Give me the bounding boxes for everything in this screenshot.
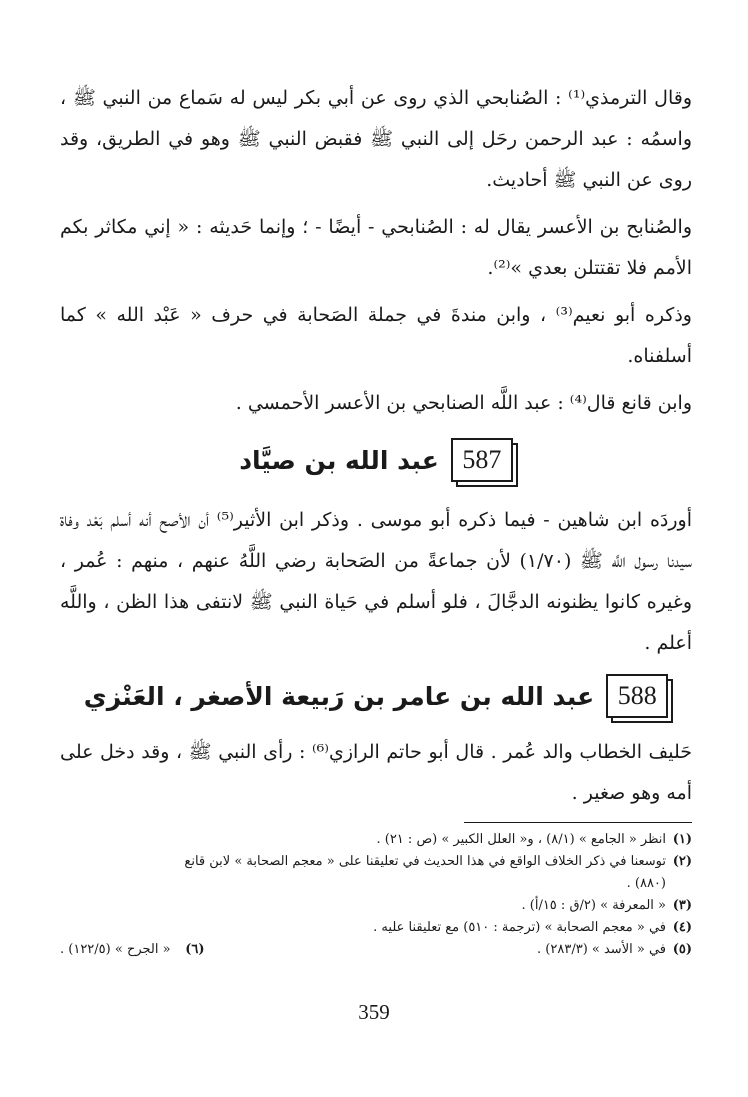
footnote-number: (٢) xyxy=(672,854,692,869)
footnote-2 xyxy=(60,851,692,873)
footnote-number: (٥) xyxy=(672,942,692,957)
footnote-number: (٦) xyxy=(185,942,205,957)
footnote-text: في « الأسد » (٢٨٣/٣) . xyxy=(537,942,666,957)
paragraph-tirmidhi: وقال الترمذي⁽¹⁾ : الصُنابحي الذي روى عن أبي بكر ليس له سَماع من النبي ﷺ ، واسمُه : عبد الرحمن رحَل إلى النبي ﷺ فقبض النبي ﷺ وهو في الطريق، وقد روى عن النبي ﷺ أحاديث. xyxy=(60,87,692,191)
entry-heading-587 xyxy=(60,438,692,482)
paragraph-ibn-qani: وابن قانع قال⁽⁴⁾ : عبد اللَّه الصنابحي بن الأعسر الأحمسي . xyxy=(235,392,692,414)
page-content xyxy=(60,78,692,961)
footnote-text: (٨٨٠) . xyxy=(626,876,666,891)
paragraph-halif: حَليف الخطاب والد عُمر . قال أبو حاتم الرازي⁽⁶⁾ : رأى النبي ﷺ ، وقد دخل على أمه وهو صغير . xyxy=(60,741,692,804)
footnote-text: « الجرح » (١٢٢/٥) . xyxy=(60,942,171,957)
entry-title: عبد الله بن عامر بن رَبيعة الأصغر ، العَنْزي xyxy=(83,681,595,711)
entry-title: عبد الله بن صيَّاد xyxy=(239,445,439,475)
entry-number: 588 xyxy=(606,674,668,718)
footnotes xyxy=(60,829,692,961)
entry-number: 587 xyxy=(451,438,513,482)
footnote-text: في « معجم الصحابة » (ترجمة : ٥١٠) مع تعليقنا عليه . xyxy=(373,920,666,935)
page-number: 359 xyxy=(358,1000,390,1024)
footnote-divider xyxy=(464,822,692,823)
footnote-text: توسعنا في ذكر الخلاف الواقع في هذا الحديث في تعليقنا على « معجم الصحابة » لابن قانع xyxy=(184,854,666,869)
footnote-text: انظر « الجامع » (٨/١) ، و« العلل الكبير » (ص : ٢١) . xyxy=(376,832,666,847)
footnote-5 xyxy=(537,939,692,961)
footnote-1 xyxy=(60,829,692,851)
footnote-number: (٤) xyxy=(672,920,692,935)
entry-number-box xyxy=(451,438,513,482)
footnote-6 xyxy=(60,939,205,961)
footnote-3 xyxy=(60,895,692,917)
entry-heading-588 xyxy=(60,674,692,718)
footnote-number: (٣) xyxy=(672,898,692,913)
footnote-number: (١) xyxy=(672,832,692,847)
footnote-4 xyxy=(60,917,692,939)
paragraph-abu-nuaym: وذكره أبو نعيم⁽³⁾ ، وابن مندةَ في جملة الصَحابة في حرف « عَبْد الله » كما أسلفناه. xyxy=(60,304,692,367)
paragraph-sunabih: والصُنابح بن الأعسر يقال له : الصُنابحي - أيضًا - ؛ وإنما حَديثه : « إني مكاثر بكم الأمم فلا تقتتلن بعدي »⁽²⁾. xyxy=(60,216,692,279)
footnote-2-continuation xyxy=(60,873,692,895)
entry-number-box xyxy=(606,674,668,718)
footnote-row-5-6 xyxy=(60,939,692,961)
paragraph-ibn-shahin: أوردَه ابن شاهين - فيما ذكره أبو موسى . وذكر ابن الأثير⁽⁵⁾ أن الأصح أنه أسلم بَعْد وفاة سيدنا رسول اللَّه ﷺ (١/٧٠) لأن جماعةً من الصَحابة رضي اللَّهُ عنهم ، منهم : عُمر ، وغيره كانوا يظنونه الدجَّالَ ، فلو أسلم في حَياة النبي ﷺ لانتفى هذا الظن ، واللَّه أعلم . xyxy=(60,509,692,654)
footnote-text: « المعرفة » (٢/ق : ١٥/أ) . xyxy=(521,898,666,913)
